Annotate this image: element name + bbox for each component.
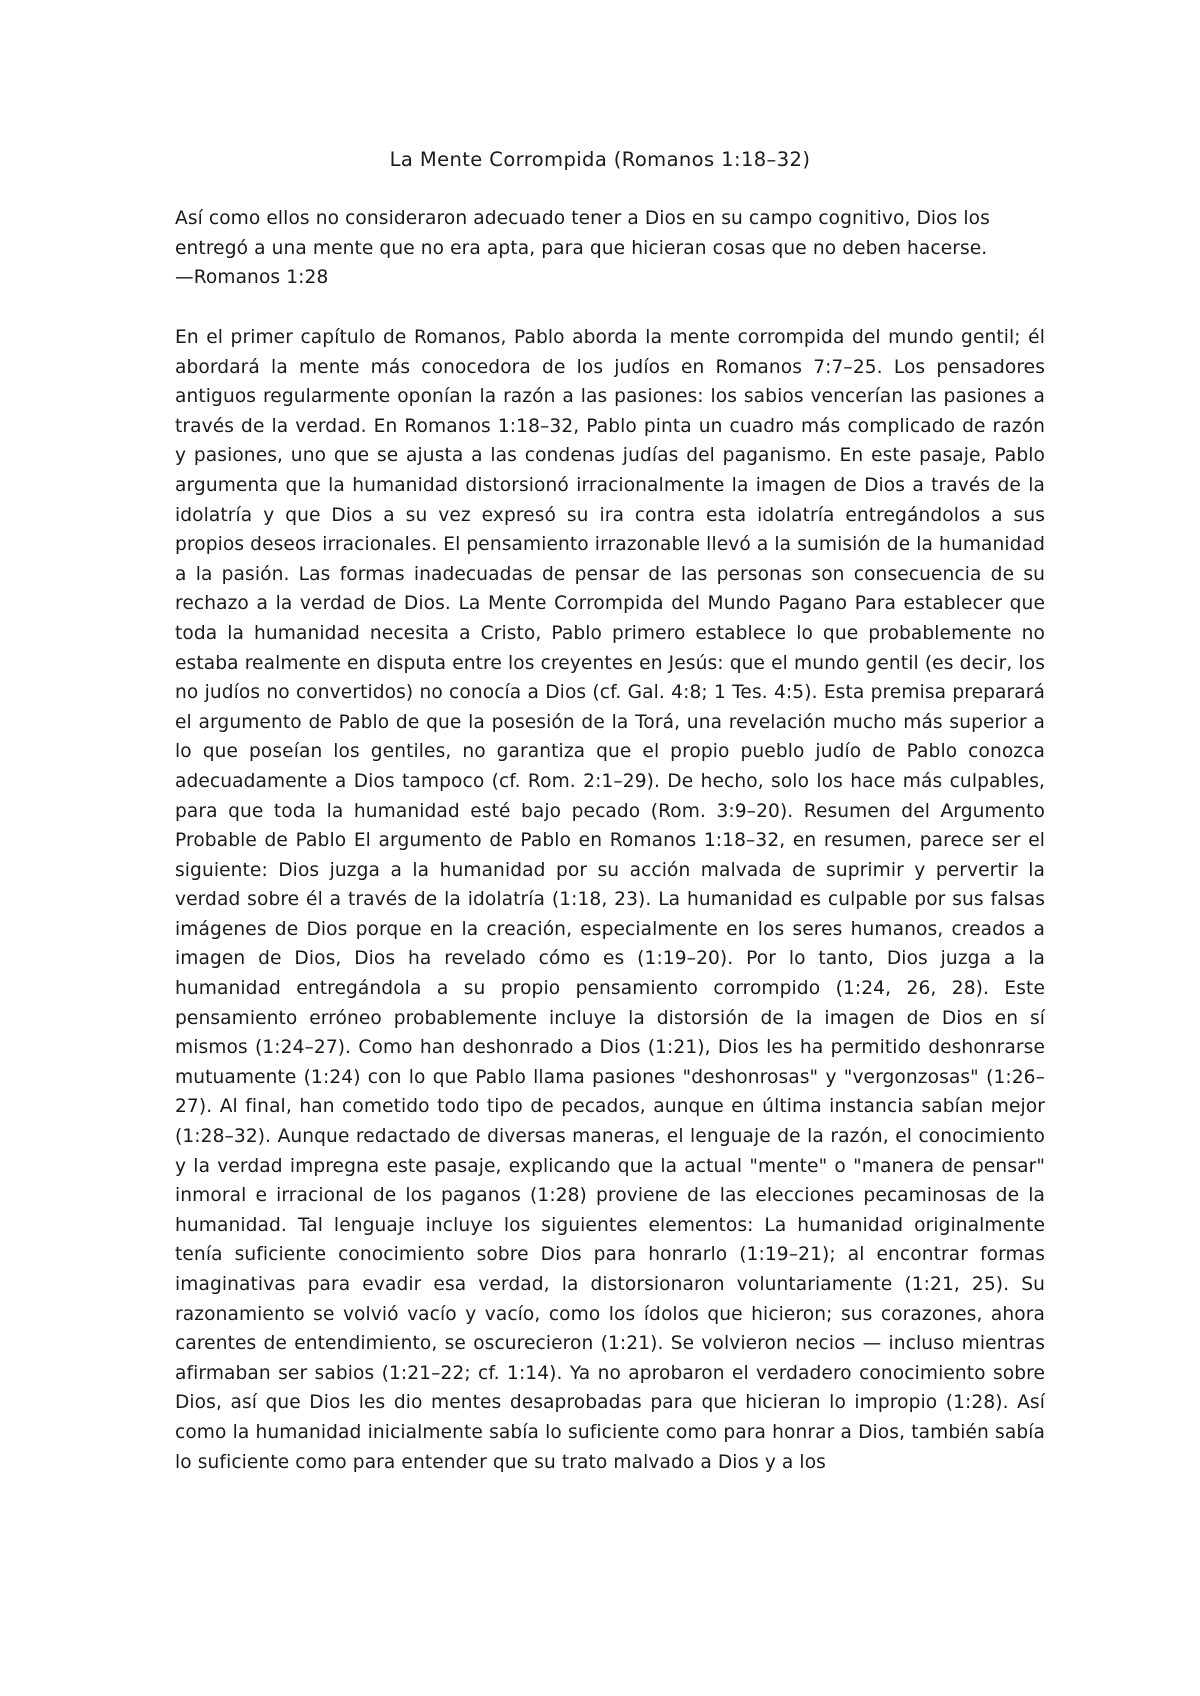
body-text-block — [175, 323, 1045, 1477]
epigraph-citation: —Romanos 1:28 — [175, 267, 329, 289]
epigraph — [175, 204, 1045, 293]
document-title: La Mente Corrompida (Romanos 1:18–32) — [389, 148, 811, 171]
epigraph-text: Así como ellos no consideraron adecuado tener a Dios en su campo cognitivo, Dios los entregó a una mente que no era apta, para que hicieran cosas que no deben hacerse. — [175, 208, 990, 259]
body-paragraph: En el primer capítulo de Romanos, Pablo aborda la mente corrompida del mundo gentil; él abordará la mente más conocedora de los judíos en Romanos 7:7–25. Los pensadores antiguos regularmente oponían la razón a las pasiones: los sabios vencerían las pasiones a través de la verdad. En Romanos 1:18–32, Pablo pinta un cuadro más complicado de razón y pasiones, uno que se ajusta a las condenas judías del paganismo. En este pasaje, Pablo argumenta que la humanidad distorsionó irracionalmente la imagen de Dios a través de la idolatría y que Dios a su vez expresó su ira contra esta idolatría entregándolos a sus propios deseos irracionales. El pensamiento irrazonable llevó a la sumisión de la humanidad a la pasión. Las formas inadecuadas de pensar de las personas son consecuencia de su rechazo a la verdad de Dios. La Mente Corrompida del Mundo Pagano Para establecer que toda la humanidad necesita a Cristo, Pablo primero establece lo que probablemente no estaba realmente en disputa entre los creyentes en Jesús: que el mundo gentil (es decir, los no judíos no convertidos) no conocía a Dios (cf. Gal. 4:8; 1 Tes. 4:5). Esta premisa preparará el argumento de Pablo de que la posesión de la Torá, una revelación mucho más superior a lo que poseían los gentiles, no garantiza que el propio pueblo judío de Pablo conozca adecuadamente a Dios tampoco (cf. Rom. 2:1–29). De hecho, solo los hace más culpables, para que toda la humanidad esté bajo pecado (Rom. 3:9–20). Resumen del Argumento Probable de Pablo El argumento de Pablo en Romanos 1:18–32, en resumen, parece ser el siguiente: Dios juzga a la humanidad por su acción malvada de suprimir y pervertir la verdad sobre él a través de la idolatría (1:18, 23). La humanidad es culpable por sus falsas imágenes de Dios porque en la creación, especialmente en los seres humanos, creados a imagen de Dios, Dios ha revelado cómo es (1:19–20). Por lo tanto, Dios juzga a la humanidad entregándola a su propio pensamiento corrompido (1:24, 26, 28). Este pensamiento erróneo probablemente incluye la distorsión de la imagen de Dios en sí mismos (1:24–27). Como han deshonrado a Dios (1:21), Dios les ha permitido deshonrarse mutuamente (1:24) con lo que Pablo llama pasiones "deshonrosas" y "vergonzosas" (1:26–27). Al final, han cometido todo tipo de pecados, aunque en última instancia sabían mejor (1:28–32). Aunque redactado de diversas maneras, el lenguaje de la razón, el conocimiento y la verdad impregna este pasaje, explicando que la actual "mente" o "manera de pensar" inmoral e irracional de los paganos (1:28) proviene de las elecciones pecaminosas de la humanidad. Tal lenguaje incluye los siguientes elementos: La humanidad originalmente tenía suficiente conocimiento sobre Dios para honrarlo (1:19–21); al encontrar formas imaginativas para evadir esa verdad, la distorsionaron voluntariamente (1:21, 25). Su razonamiento se volvió vacío y vacío, como los ídolos que hicieron; sus corazones, ahora carentes de entendimiento, se oscurecieron (1:21). Se volvieron necios — incluso mientras afirmaban ser sabios (1:21–22; cf. 1:14). Ya no aprobaron el verdadero conocimiento sobre Dios, así que Dios les dio mentes desaprobadas para que hicieran lo impropio (1:28). Así como la humanidad inicialmente sabía lo suficiente como para honrar a Dios, también sabía lo suficiente como para entender que su trato malvado a Dios y a los — [175, 327, 1045, 1473]
